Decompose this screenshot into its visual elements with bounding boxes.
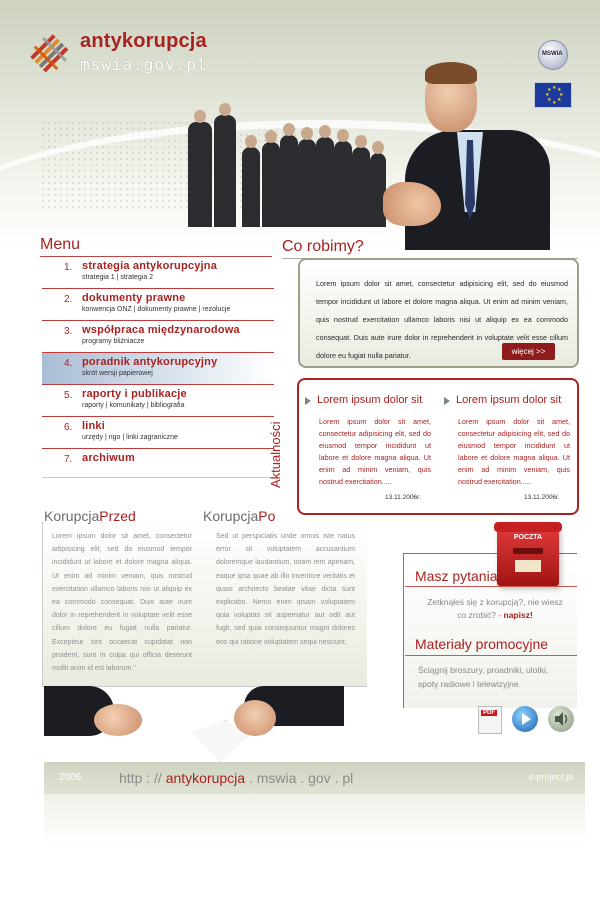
menu-item-number: 1.	[64, 262, 73, 273]
menu-item-linki[interactable]	[42, 417, 274, 449]
menu-title: Menu	[40, 236, 81, 253]
aktualnosci-box	[297, 378, 579, 515]
menu-bottom-divider	[42, 477, 274, 478]
menu-item-sublinks[interactable]: programy bliźniacze	[82, 338, 145, 345]
korupcja-przed-highlight: Przed	[99, 508, 136, 524]
menu-item-number: 4.	[64, 358, 73, 369]
menu-item-dokumenty[interactable]	[42, 289, 274, 321]
masz-pytania-text	[425, 596, 565, 622]
menu-item-strategia[interactable]	[42, 257, 274, 289]
napisz-link[interactable]: napisz!	[503, 610, 533, 620]
menu-item-number: 3.	[64, 326, 73, 337]
korupcja-prefix: Korupcja	[44, 508, 100, 524]
speaker-icon[interactable]	[548, 706, 574, 732]
menu-item-archiwum[interactable]	[42, 449, 274, 479]
menu-item-sublinks[interactable]: strategia 1 | strategia 2	[82, 274, 154, 281]
footer-year: 2006	[59, 772, 82, 783]
download-icons	[478, 706, 578, 740]
menu-item-label[interactable]: raporty i publikacje	[82, 388, 187, 400]
co-robimy-text: Lorem ipsum dolor sit amet, consectetur adipisicing elit, sed do eiusmod tempor incididunt ut labore et dolore magna aliqua. Ut enim ad minim veniam, quis nostrud exercitation ullamco laboris nisi ut aliquip ex ea commodo consequat. Duis aute irure dolor in reprehenderit in voluptate velit esse cillum dolore eu fugiat nulla pariatur.	[316, 279, 568, 360]
arrow-right-icon	[305, 397, 311, 405]
footer-url[interactable]	[119, 770, 353, 786]
menu-item-wspolpraca[interactable]	[42, 321, 274, 353]
menu-item-number: 6.	[64, 422, 73, 433]
korupcja-przed-text: Lorem ipsum dolor sit amet, consectetur adipisicing elit, sed do eiusmod tempor incididunt ut labore et dolore magna aliqua. Ut enim ad minim veniam, quis nostrud exercitation ullamco laboris nisi ut aliquip ex ea commodo consequat. Duis aute irure dolor in reprehenderit in voluptate velit esse cillum dolore eu fugiat nulla pariatur. Excepteur sint occaecat cupidatat non proident, sunt in culpa qui officia deserunt mollit anim id est laborum."	[52, 533, 192, 673]
menu-item-label[interactable]: współpraca międzynarodowa	[82, 324, 240, 336]
hands-envelope-photo	[44, 686, 344, 762]
logo-subtitle[interactable]: mswia.gov.pl	[80, 55, 208, 74]
korupcja-przed-title	[44, 508, 136, 524]
mailbox-label: POCZTA	[513, 534, 543, 541]
logo-title[interactable]: antykorupcja	[80, 30, 207, 52]
materialy-text: Ściągnij broszury, proadniki, ulotki, spoty radiowe i telewizyjne.	[418, 665, 549, 689]
news-date: 13.11.2006r.	[385, 494, 421, 501]
materialy-divider	[405, 655, 577, 656]
menu-item-number: 7.	[64, 454, 73, 465]
footer-url-prefix: http : //	[119, 770, 166, 786]
menu-item-label[interactable]: poradnik antykorupcyjny	[82, 356, 218, 368]
news-body: Lorem ipsum dolor sit amet, consectetur adipisicing elit, sed do eiusmod tempor incididunt ut labore et dolore magna aliqua. Ut enim ad minim veniam, quis nostrud exercitation.....	[458, 417, 570, 486]
menu-item-label[interactable]: archiwum	[82, 452, 135, 464]
arrow-right-icon	[444, 397, 450, 405]
korupcja-po-title	[203, 508, 275, 524]
pdf-icon[interactable]	[478, 706, 502, 734]
eu-flag-icon[interactable]: ★ ★ ★ ★ ★ ★ ★ ★	[534, 82, 572, 108]
business-team-photo	[180, 92, 395, 227]
korupcja-po-highlight: Po	[258, 508, 276, 524]
menu-item-number: 2.	[64, 294, 73, 305]
masz-pytania-divider	[405, 586, 577, 587]
co-robimy-title: Co robimy?	[282, 238, 364, 255]
footer-url-suffix: . mswia . gov . pl	[245, 770, 354, 786]
materialy-title: Materiały promocyjne	[415, 636, 549, 652]
footer	[44, 762, 585, 794]
menu-item-number: 5.	[64, 390, 73, 401]
more-button[interactable]: więcej >>	[502, 343, 555, 360]
menu-item-sublinks[interactable]: urzędy | ngo | linki zagraniczne	[82, 434, 178, 441]
korupcja-po-text: Sed ut perspiciatis unde omnis iste natus error sit voluptatem accusantium doloremque laudantium, totam rem aperiam, eaque ipsa quae ab illo inventore veritatis et quasi architecto beatae vitae dicta sunt explicabo. Nemo enim ipsam voluptatem quia voluptas sit aspernatur aut odit aut fugit, sed quia consequuntur magni dolores eos qui ratione voluptatem sequi nesciunt.	[216, 533, 355, 646]
masz-pytania-body: Zetknąłeś się z korupcją?, nie wiesz co zrobić? -	[427, 597, 563, 620]
media-player-icon[interactable]	[512, 706, 538, 732]
mailbox-icon[interactable]	[497, 526, 559, 586]
menu-item-label[interactable]: strategia antykorupcyjna	[82, 260, 218, 272]
news-body: Lorem ipsum dolor sit amet, consectetur adipisicing elit, sed do eiusmod tempor incididunt ut labore et dolore magna aliqua. Ut enim ad minim veniam, quis nostrud exercitation.....	[319, 417, 431, 486]
korupcja-prefix: Korupcja	[203, 508, 259, 524]
news-title[interactable]: Lorem ipsum dolor sit	[317, 394, 423, 406]
footer-credit-link[interactable]: e-project.pl	[528, 772, 573, 782]
news-date: 13.11.2006r.	[524, 494, 560, 501]
businessman-photo	[385, 62, 550, 250]
menu-item-sublinks[interactable]: konwencja ONZ | dokumenty prawne | rezolucje	[82, 306, 231, 313]
pdf-icon-label: PDF	[483, 710, 495, 716]
masz-pytania-title: Masz pytania?	[415, 568, 506, 584]
mswia-badge-text: MSWiA	[542, 51, 563, 57]
aktualnosci-label: Aktualności	[268, 421, 283, 488]
menu-item-sublinks[interactable]: raporty | komunikaty | bibliografia	[82, 402, 185, 409]
news-title[interactable]: Lorem ipsum dolor sit	[456, 394, 562, 406]
main-menu	[42, 257, 274, 479]
menu-item-label[interactable]: linki	[82, 420, 106, 432]
header	[0, 0, 600, 250]
menu-item-label[interactable]: dokumenty prawne	[82, 292, 186, 304]
footer-shade	[44, 794, 585, 844]
menu-item-poradnik[interactable]	[42, 353, 274, 385]
menu-item-sublinks[interactable]: skrót wersji papierowej	[82, 370, 153, 377]
menu-item-raporty[interactable]	[42, 385, 274, 417]
footer-url-highlight: antykorupcja	[165, 770, 246, 786]
stripes-logo-icon[interactable]	[30, 34, 70, 74]
